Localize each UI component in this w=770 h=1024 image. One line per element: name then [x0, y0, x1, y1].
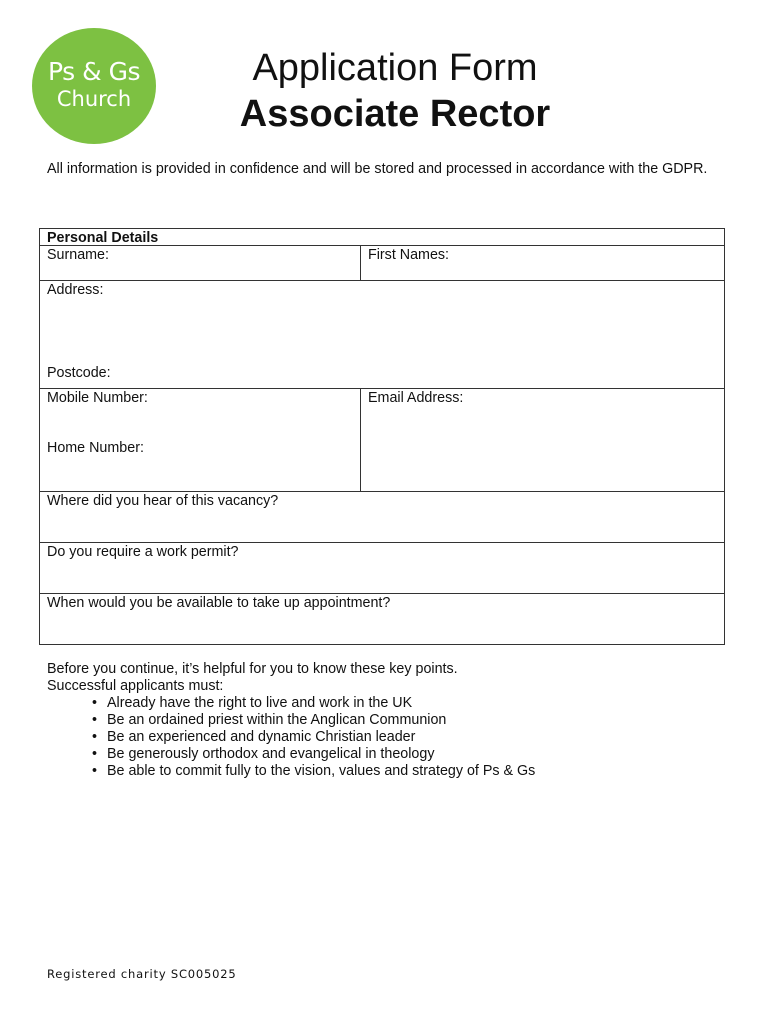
confidentiality-notice: All information is provided in confidence and will be stored and processed in accordance with the GDPR. — [47, 161, 708, 177]
first-names-field[interactable] — [360, 245, 725, 281]
vacancy-source-label: Where did you hear of this vacancy? — [47, 493, 279, 509]
availability-label: When would you be available to take up appointment? — [47, 595, 391, 611]
address-field[interactable] — [39, 280, 725, 389]
position-title: Associate Rector — [239, 93, 551, 135]
logo-line-1: Ps & Gs — [48, 57, 140, 86]
mobile-number-label: Mobile Number: — [47, 390, 148, 406]
list-item: • Be able to commit fully to the vision, values and strategy of Ps & Gs — [107, 763, 535, 780]
list-item: • Be an experienced and dynamic Christian leader — [107, 729, 535, 746]
surname-label: Surname: — [47, 247, 109, 263]
address-label: Address: — [47, 282, 104, 298]
home-number-label: Home Number: — [47, 440, 144, 456]
email-address-field[interactable] — [360, 388, 725, 492]
first-names-label: First Names: — [368, 247, 450, 263]
work-permit-label: Do you require a work permit? — [47, 544, 239, 560]
key-points-intro: Before you continue, it’s helpful for you to know these key points. — [47, 661, 458, 677]
postcode-label: Postcode: — [47, 365, 111, 381]
vacancy-source-field[interactable] — [39, 491, 725, 543]
charity-number-footer: Registered charity SC005025 — [47, 967, 237, 981]
email-address-label: Email Address: — [368, 390, 464, 406]
list-item: • Already have the right to live and work in the UK — [107, 695, 535, 712]
requirements-list — [47, 695, 535, 780]
key-points-lead: Successful applicants must: — [47, 678, 224, 694]
list-item: • Be an ordained priest within the Anglican Communion — [107, 712, 535, 729]
surname-field[interactable] — [39, 245, 361, 281]
logo-line-2: Church — [56, 87, 132, 111]
church-logo — [32, 28, 156, 144]
list-item: • Be generously orthodox and evangelical in theology — [107, 746, 535, 763]
key-points-section — [47, 661, 535, 780]
availability-field[interactable] — [39, 593, 725, 645]
form-title: Application Form — [252, 47, 538, 89]
phone-numbers-field[interactable] — [39, 388, 361, 492]
personal-details-header-cell — [39, 228, 725, 246]
work-permit-field[interactable] — [39, 542, 725, 594]
personal-details-heading: Personal Details — [47, 230, 159, 246]
